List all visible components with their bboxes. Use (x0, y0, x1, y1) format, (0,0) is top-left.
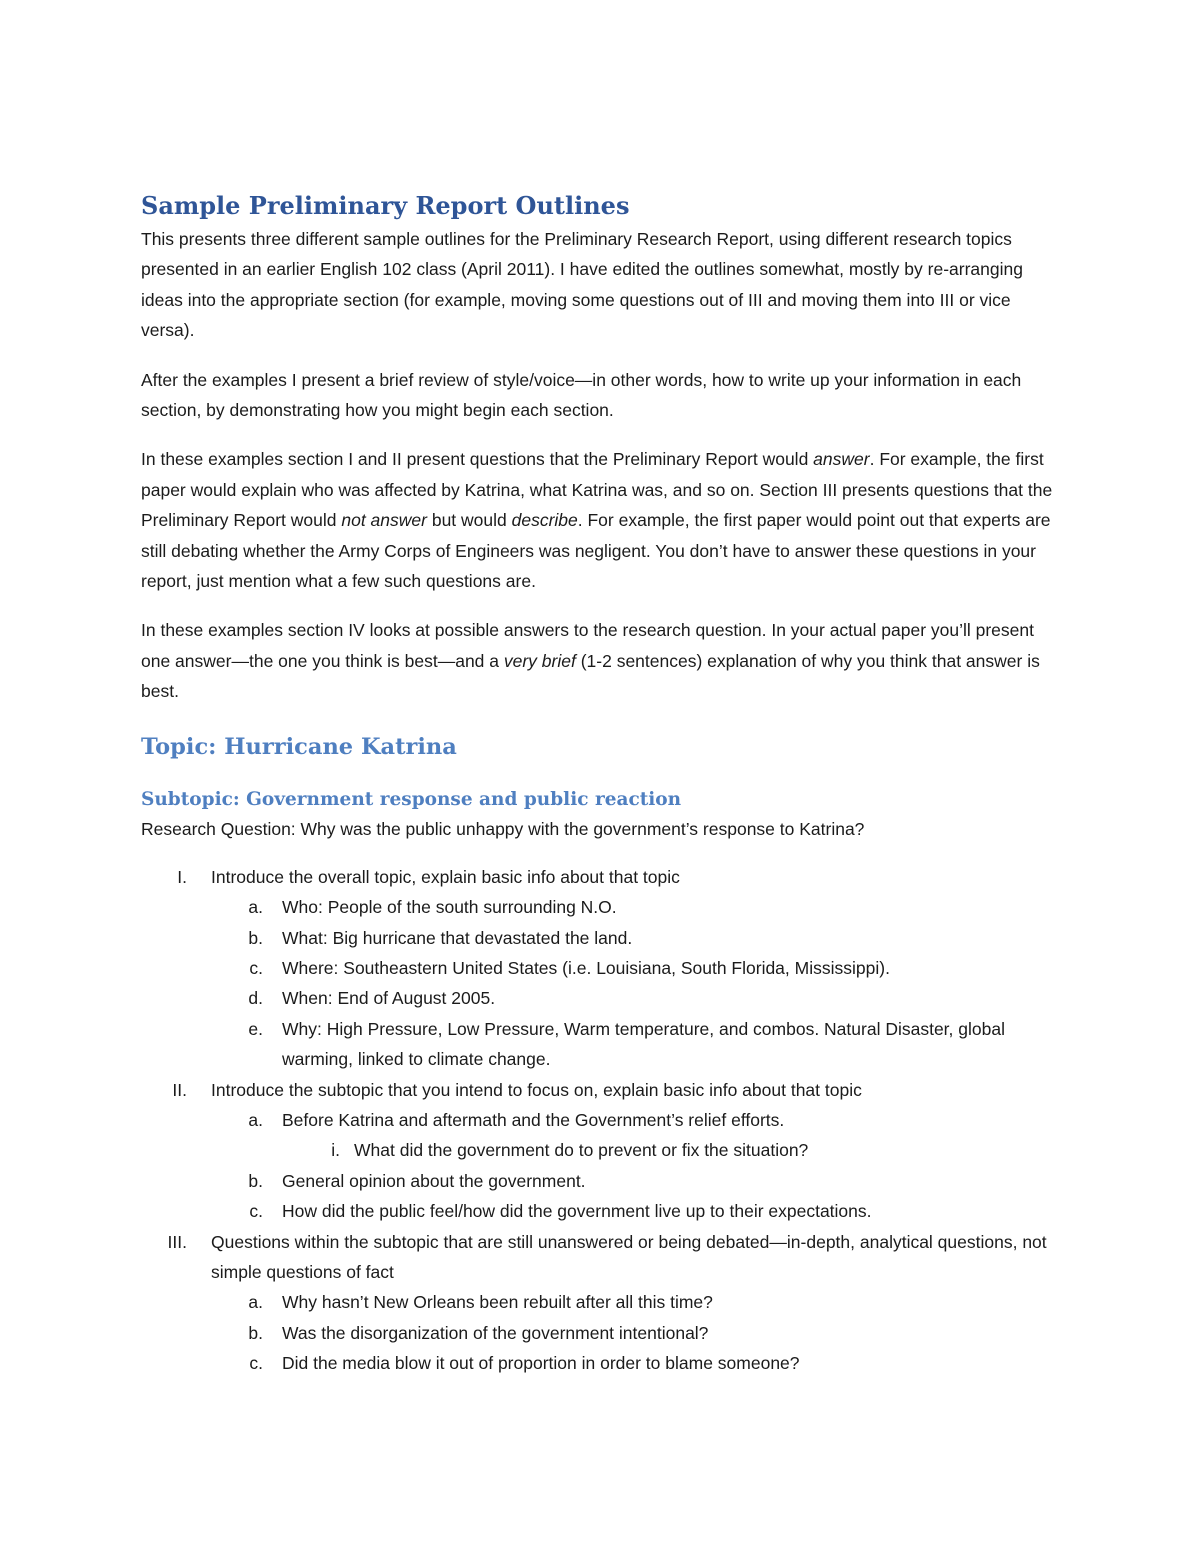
intro-4-text-1: In these examples section IV looks at possible answers to the research question. In your actual paper you’ll present one answer—the one you think is best—and a (141, 620, 1034, 671)
intro-paragraph-4 (141, 615, 1061, 706)
outline-item (141, 1287, 1061, 1317)
document-page (141, 188, 1061, 1379)
intro-paragraph-3 (141, 444, 1061, 596)
outline-marker: c. (249, 1201, 263, 1222)
outline-item (141, 1348, 1061, 1378)
outline-subitem (141, 1135, 1061, 1165)
topic-heading: Topic: Hurricane Katrina (141, 733, 457, 760)
outline-item (141, 923, 1061, 953)
outline-text: Was the disorganization of the government intentional? (282, 1322, 709, 1343)
paragraph-gap (141, 346, 1061, 365)
outline-marker: I. (177, 866, 187, 887)
outline-marker: b. (248, 1322, 263, 1343)
outline-marker: b. (248, 927, 263, 948)
outline-marker: a. (248, 1109, 263, 1130)
intro-4-text-2: (1-2 sentences) explanation of why you think that answer is best. (141, 650, 1040, 702)
outline-item (141, 983, 1061, 1013)
outline-text: How did the public feel/how did the government live up to their expectations. (282, 1201, 872, 1222)
outline-item (141, 1166, 1061, 1196)
intro-3-emphasis-not-answer: not answer (341, 510, 427, 531)
outline-text: Who: People of the south surrounding N.O. (282, 897, 617, 918)
outline-marker: e. (248, 1018, 263, 1039)
outline-text: Where: Southeastern United States (i.e. Louisiana, South Florida, Mississippi). (282, 957, 890, 978)
outline-text: Did the media blow it out of proportion in order to blame someone? (282, 1353, 800, 1374)
outline-item (141, 892, 1061, 922)
outline-text: Introduce the subtopic that you intend to focus on, explain basic info about that topic (211, 1079, 862, 1100)
outline-marker: d. (248, 988, 263, 1009)
outline-item (141, 1196, 1061, 1226)
intro-3-text-2: . For example, the first paper would explain who was affected by Katrina, what Katrina was, and so on. Section III presents questions that the Preliminary Report would (141, 449, 1053, 531)
outline-text: Introduce the overall topic, explain basic info about that topic (211, 866, 680, 887)
outline-marker: a. (248, 1292, 263, 1313)
page-title: Sample Preliminary Report Outlines (141, 191, 630, 220)
outline-text: What: Big hurricane that devastated the land. (282, 927, 633, 948)
outline-text: Why: High Pressure, Low Pressure, Warm temperature, and combos. Natural Disaster, global warming, linked to climate change. (282, 1018, 1005, 1070)
outline-item (141, 1014, 1061, 1075)
outline-text: General opinion about the government. (282, 1170, 586, 1191)
outline-marker: i. (331, 1140, 340, 1161)
outline-section-ii (141, 1075, 1061, 1105)
outline-marker: b. (248, 1170, 263, 1191)
outline-item (141, 953, 1061, 983)
intro-3-text-1: In these examples section I and II present questions that the Preliminary Report would (141, 449, 814, 470)
paragraph-gap (141, 425, 1061, 444)
outline-marker: a. (248, 897, 263, 918)
subtopic-heading: Subtopic: Government response and public reaction (141, 788, 682, 810)
outline-text: Before Katrina and aftermath and the Government’s relief efforts. (282, 1109, 785, 1130)
intro-3-emphasis-describe: describe (511, 510, 578, 531)
outline-section-iii (141, 1227, 1061, 1288)
paragraph-gap (141, 596, 1061, 615)
outline-text: When: End of August 2005. (282, 988, 496, 1009)
intro-3-emphasis-answer: answer (813, 449, 870, 470)
outline (141, 862, 1061, 1379)
intro-paragraph-2: After the examples I present a brief review of style/voice—in other words, how to write up your information in each section, by demonstrating how you might begin each section. (141, 369, 1022, 421)
intro-3-text-4: . For example, the first paper would point out that experts are still debating whether the Army Corps of Engineers was negligent. You don’t have to answer these questions in your report, just mention what a few such questions are. (141, 510, 1051, 592)
outline-item (141, 1318, 1061, 1348)
intro-paragraph-1: This presents three different sample outlines for the Preliminary Research Report, using different research topics presented in an earlier English 102 class (April 2011). I have edited the outlines somewhat, mostly by re-arranging ideas into the appropriate section (for example, moving some questions out of III and moving them into III or vice versa). (141, 229, 1023, 341)
outline-section-i (141, 862, 1061, 892)
outline-marker: II. (172, 1079, 187, 1100)
intro-3-text-3: but would (426, 510, 512, 531)
outline-text: What did the government do to prevent or fix the situation? (354, 1140, 809, 1161)
intro-4-emphasis-very-brief: very brief (503, 650, 576, 671)
outline-marker: c. (249, 1353, 263, 1374)
outline-marker: III. (167, 1231, 187, 1252)
outline-text: Questions within the subtopic that are still unanswered or being debated—in-depth, analytical questions, not simple questions of fact (211, 1231, 1047, 1282)
outline-text: Why hasn’t New Orleans been rebuilt after all this time? (282, 1292, 713, 1313)
outline-marker: c. (249, 957, 263, 978)
outline-item (141, 1105, 1061, 1135)
research-question: Research Question: Why was the public unhappy with the government’s response to Katrina? (141, 818, 865, 839)
